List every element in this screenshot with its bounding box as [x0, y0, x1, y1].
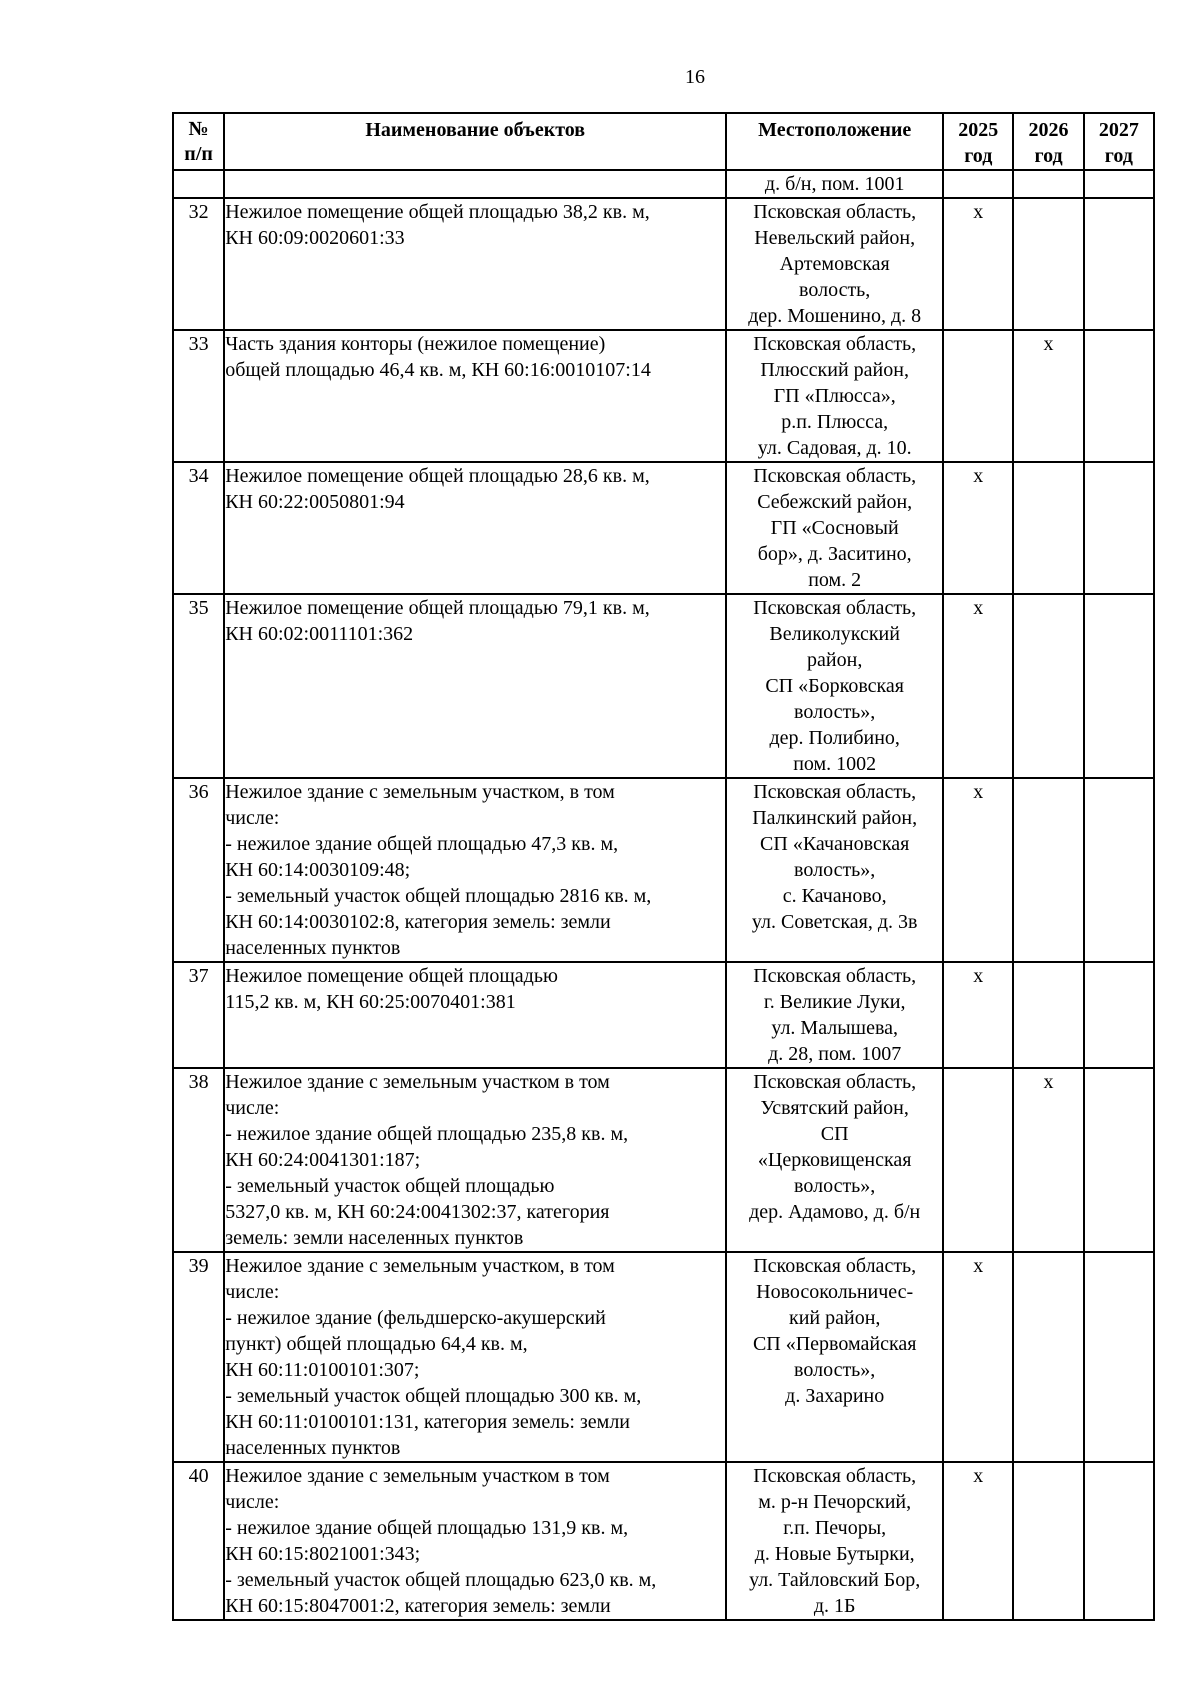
table-body	[173, 170, 1154, 1620]
location-line: ГП «Плюсса»,	[773, 385, 896, 407]
page-number: 16	[685, 66, 705, 88]
object-name-cell	[224, 778, 726, 962]
year-2026-cell	[1013, 594, 1083, 778]
location-line: волость»,	[794, 859, 876, 881]
location-cell	[726, 198, 943, 330]
location-line: д. 1Б	[813, 1595, 856, 1617]
object-name-line: КН 60:24:0041301:187;	[225, 1149, 421, 1171]
year-2027-cell	[1084, 170, 1154, 198]
location-cell	[726, 594, 943, 778]
location-line: СП	[820, 1123, 849, 1145]
year-2027-cell	[1084, 778, 1154, 962]
location-cell	[726, 330, 943, 462]
location-line: Псковская область,	[753, 1465, 917, 1487]
year-2025-cell: x	[943, 198, 1013, 330]
row-number-cell: 35	[173, 594, 224, 778]
header-year-unit: год	[964, 145, 993, 167]
object-name-line: Нежилое помещение общей площадью 38,2 кв. м,	[225, 201, 650, 223]
location-line: волость,	[799, 279, 871, 301]
location-line: район,	[807, 649, 863, 671]
object-name-line: КН 60:15:8047001:2, категория земель: земли	[225, 1595, 611, 1617]
location-line: СП «Борковская	[765, 675, 905, 697]
object-name-line: - нежилое здание общей площадью 235,8 кв. м,	[225, 1123, 629, 1145]
year-2025-cell: x	[943, 1462, 1013, 1620]
object-name-line: - нежилое здание общей площадью 47,3 кв. м,	[225, 833, 619, 855]
object-name-line: КН 60:02:0011101:362	[225, 623, 414, 645]
object-name-cell	[224, 330, 726, 462]
table-row	[173, 1068, 1154, 1252]
object-name-line: - земельный участок общей площадью 300 кв. м,	[225, 1385, 642, 1407]
object-name-line: Нежилое помещение общей площадью	[225, 965, 558, 987]
location-line: дер. Адамово, д. б/н	[749, 1201, 921, 1223]
object-name-line: КН 60:11:0100101:131, категория земель: земли	[225, 1411, 630, 1433]
row-number-cell: 38	[173, 1068, 224, 1252]
header-year-2025	[943, 113, 1013, 170]
year-2026-cell	[1013, 778, 1083, 962]
table-row	[173, 1252, 1154, 1462]
location-line: Себежский район,	[757, 491, 913, 513]
object-name-line: КН 60:15:8021001:343;	[225, 1543, 421, 1565]
object-name-line: Нежилое здание с земельным участком, в том	[225, 1255, 615, 1277]
object-name-line: Нежилое помещение общей площадью 79,1 кв. м,	[225, 597, 650, 619]
location-cell	[726, 462, 943, 594]
location-line: кий район,	[788, 1307, 881, 1329]
object-name-line: Нежилое помещение общей площадью 28,6 кв. м,	[225, 465, 650, 487]
row-number-cell: 32	[173, 198, 224, 330]
year-2025-cell: x	[943, 962, 1013, 1068]
location-line: волость»,	[794, 1175, 876, 1197]
object-name-line: Часть здания конторы (нежилое помещение)	[225, 333, 606, 355]
location-line: д. Новые Бутырки,	[754, 1543, 915, 1565]
row-number-cell: 33	[173, 330, 224, 462]
year-2026-cell	[1013, 1252, 1083, 1462]
object-name-line: КН 60:11:0100101:307;	[225, 1359, 420, 1381]
location-line: волость»,	[794, 1359, 876, 1381]
location-line: р.п. Плюсса,	[781, 411, 889, 433]
location-line: Псковская область,	[753, 781, 917, 803]
table-row	[173, 1462, 1154, 1620]
object-name-line: - нежилое здание общей площадью 131,9 кв. м,	[225, 1517, 629, 1539]
location-line: дер. Мошенино, д. 8	[748, 305, 922, 327]
year-2025-cell: x	[943, 1252, 1013, 1462]
year-2025-cell	[943, 330, 1013, 462]
row-number-cell: 39	[173, 1252, 224, 1462]
object-name-line: Нежилое здание с земельным участком в том	[225, 1071, 610, 1093]
year-2025-cell	[943, 170, 1013, 198]
year-2026-cell	[1013, 198, 1083, 330]
row-number-cell: 36	[173, 778, 224, 962]
object-name-line: числе:	[225, 1491, 280, 1513]
row-number-cell: 40	[173, 1462, 224, 1620]
header-object-name: Наименование объектов	[224, 113, 726, 170]
year-2026-cell	[1013, 962, 1083, 1068]
row-number-cell: 34	[173, 462, 224, 594]
location-line: «Церковищенская	[757, 1149, 912, 1171]
location-line: бор», д. Заситино,	[757, 543, 912, 565]
location-cell	[726, 1252, 943, 1462]
object-name-line: земель: земли населенных пунктов	[225, 1227, 524, 1249]
object-name-line: - земельный участок общей площадью 2816 кв. м,	[225, 885, 652, 907]
object-name-cell	[224, 1252, 726, 1462]
object-name-line: населенных пунктов	[225, 937, 401, 959]
year-2026-cell: x	[1013, 330, 1083, 462]
year-2026-cell	[1013, 462, 1083, 594]
header-number-abbr: п/п	[184, 143, 213, 165]
location-line: Плюсский район,	[760, 359, 909, 381]
location-line: д. Захарино	[785, 1385, 885, 1407]
year-2027-cell	[1084, 330, 1154, 462]
year-2027-cell	[1084, 962, 1154, 1068]
location-line: Псковская область,	[753, 597, 917, 619]
year-2025-cell: x	[943, 594, 1013, 778]
object-name-cell	[224, 1462, 726, 1620]
object-name-cell	[224, 594, 726, 778]
object-name-line: населенных пунктов	[225, 1437, 401, 1459]
table-row	[173, 462, 1154, 594]
object-name-cell	[224, 198, 726, 330]
location-line: г. Великие Луки,	[763, 991, 906, 1013]
location-line: СП «Первомайская	[752, 1333, 917, 1355]
location-line: ул. Тайловский Бор,	[749, 1569, 921, 1591]
year-2025-cell: x	[943, 462, 1013, 594]
table-row	[173, 330, 1154, 462]
object-name-line: Нежилое здание с земельным участком в том	[225, 1465, 610, 1487]
location-cell	[726, 962, 943, 1068]
location-line: Псковская область,	[753, 201, 917, 223]
object-name-line: общей площадью 46,4 кв. м, КН 60:16:0010107:14	[225, 359, 651, 381]
object-name-line: КН 60:09:0020601:33	[225, 227, 405, 249]
year-2026-cell	[1013, 170, 1083, 198]
header-year-2026	[1013, 113, 1083, 170]
table-row	[173, 198, 1154, 330]
object-name-line: КН 60:14:0030109:48;	[225, 859, 411, 881]
location-line: с. Качаново,	[782, 885, 887, 907]
header-year-unit: год	[1104, 145, 1133, 167]
year-2027-cell	[1084, 462, 1154, 594]
location-line: ул. Садовая, д. 10.	[757, 437, 912, 459]
location-line: Псковская область,	[753, 1255, 917, 1277]
location-line: Псковская область,	[753, 1071, 917, 1093]
location-line: пом. 2	[808, 569, 862, 591]
location-cell: д. б/н, пом. 1001	[726, 170, 943, 198]
object-name-line: КН 60:14:0030102:8, категория земель: земли	[225, 911, 611, 933]
object-name-cell	[224, 962, 726, 1068]
location-line: Псковская область,	[753, 465, 917, 487]
header-location: Местоположение	[726, 113, 943, 170]
header-number	[173, 113, 224, 170]
location-line: ГП «Сосновый	[770, 517, 899, 539]
object-name-cell	[224, 1068, 726, 1252]
location-line: волость»,	[794, 701, 876, 723]
object-name-line: 5327,0 кв. м, КН 60:24:0041302:37, категория	[225, 1201, 610, 1223]
location-line: д. 28, пом. 1007	[768, 1043, 902, 1065]
year-2026-cell	[1013, 1462, 1083, 1620]
object-name-line: КН 60:22:0050801:94	[225, 491, 405, 513]
location-line: Великолукский	[769, 623, 900, 645]
object-name-line: - нежилое здание (фельдшерско-акушерский	[225, 1307, 606, 1329]
object-name-line: Нежилое здание с земельным участком, в том	[225, 781, 615, 803]
header-year-value: 2025	[958, 119, 999, 141]
table-header-row	[173, 113, 1154, 170]
location-line: Невельский район,	[754, 227, 916, 249]
object-name-line: числе:	[225, 807, 280, 829]
year-2025-cell: x	[943, 778, 1013, 962]
continuation-row	[173, 170, 1154, 198]
object-name-cell	[224, 462, 726, 594]
location-line: ул. Советская, д. 3в	[751, 911, 918, 933]
header-year-value: 2027	[1098, 119, 1139, 141]
location-line: м. р-н Печорский,	[758, 1491, 912, 1513]
year-2027-cell	[1084, 1462, 1154, 1620]
object-name-line: - земельный участок общей площадью	[225, 1175, 555, 1197]
year-2027-cell	[1084, 1068, 1154, 1252]
year-2027-cell	[1084, 1252, 1154, 1462]
table-row	[173, 594, 1154, 778]
location-line: Артемовская	[779, 253, 890, 275]
row-number-cell: 37	[173, 962, 224, 1068]
location-line: дер. Полибино,	[769, 727, 900, 749]
table-row	[173, 778, 1154, 962]
year-2026-cell: x	[1013, 1068, 1083, 1252]
header-year-value: 2026	[1028, 119, 1069, 141]
location-line: ул. Малышева,	[771, 1017, 899, 1039]
location-cell	[726, 1068, 943, 1252]
location-cell	[726, 778, 943, 962]
header-year-unit: год	[1034, 145, 1063, 167]
location-cell	[726, 1462, 943, 1620]
table-row	[173, 962, 1154, 1068]
row-number-cell	[173, 170, 224, 198]
location-line: Палкинский район,	[752, 807, 918, 829]
object-name-cell	[224, 170, 726, 198]
year-2027-cell	[1084, 198, 1154, 330]
location-line: Усвятский район,	[760, 1097, 909, 1119]
location-line: Псковская область,	[753, 965, 917, 987]
object-name-line: числе:	[225, 1281, 280, 1303]
object-name-line: - земельный участок общей площадью 623,0 кв. м,	[225, 1569, 657, 1591]
object-name-line: числе:	[225, 1097, 280, 1119]
header-year-2027	[1084, 113, 1154, 170]
year-2027-cell	[1084, 594, 1154, 778]
object-name-line: пункт) общей площадью 64,4 кв. м,	[225, 1333, 528, 1355]
location-line: пом. 1002	[793, 753, 877, 775]
location-line: г.п. Печоры,	[783, 1517, 887, 1539]
header-number-symbol: №	[188, 118, 209, 140]
objects-table	[172, 112, 1155, 1621]
object-name-line: 115,2 кв. м, КН 60:25:0070401:381	[225, 991, 516, 1013]
location-line: Псковская область,	[753, 333, 917, 355]
location-line: СП «Качановская	[760, 833, 910, 855]
year-2025-cell	[943, 1068, 1013, 1252]
location-line: Новосокольничес-	[756, 1281, 914, 1303]
